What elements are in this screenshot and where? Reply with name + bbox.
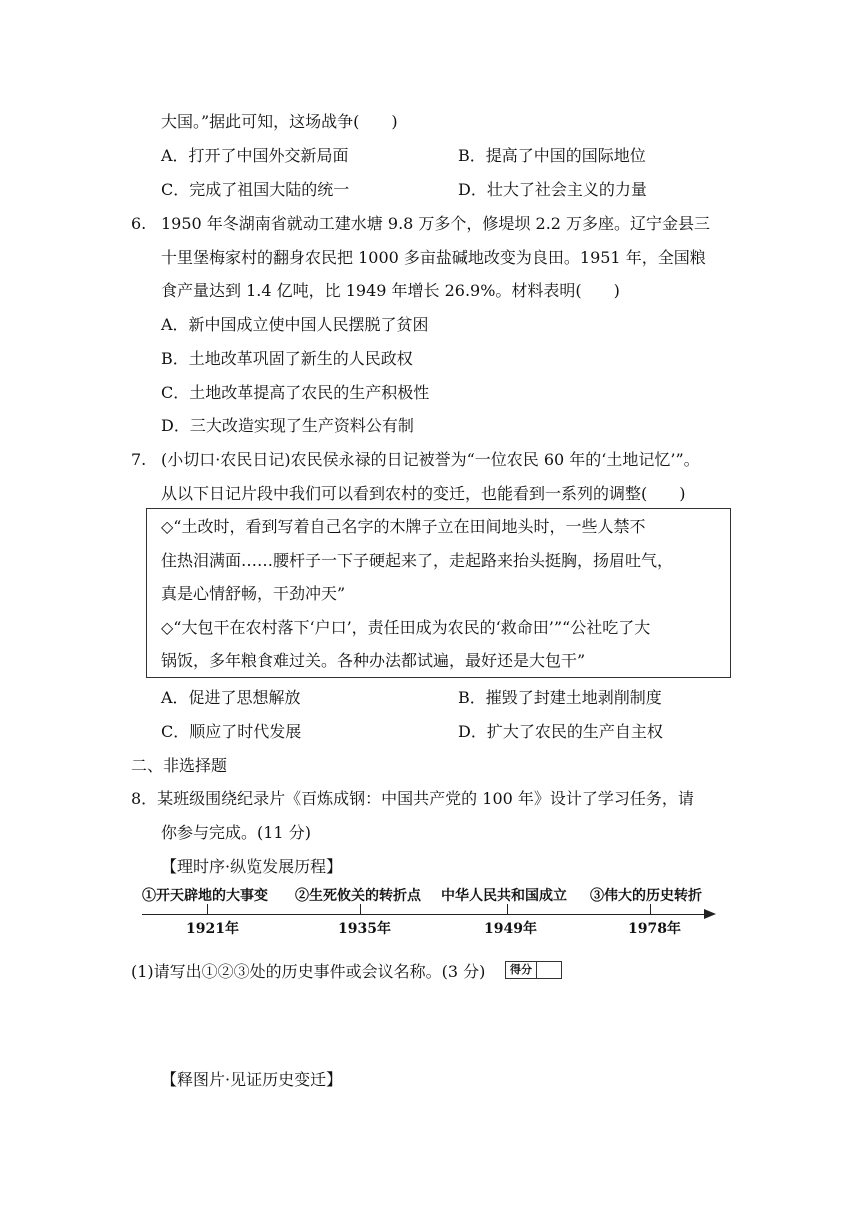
score-label: 得分 <box>506 962 537 978</box>
timeline-event-label: ③伟大的历史转折 <box>590 888 702 904</box>
timeline-year: 1921年 <box>186 921 239 937</box>
q8-sub-question-1: (1)请写出①②③处的历史事件或会议名称。(3 分) <box>131 962 486 981</box>
q7-box-line-4: ◇“大包干在农村落下‘户口’，责任田成为农民的‘救命田’”“公社吃了大 <box>161 618 651 637</box>
timeline-year: 1978年 <box>628 921 681 937</box>
q7-box-line-5: 锅饭，多年粮食难过关。各种办法都试遍，最好还是大包干” <box>161 651 586 670</box>
history-timeline <box>142 888 722 940</box>
q7-box-line-3: 真是心情舒畅，干劲冲天” <box>161 584 346 603</box>
q8-stem-line-2: 你参与完成。(11 分) <box>161 823 311 842</box>
q7-box-line-2: 住热泪满面……腰杆子一下子硬起来了，走起路来抬头挺胸，扬眉吐气， <box>161 551 674 570</box>
timeline-axis <box>142 914 708 915</box>
q7-stem-line-2: 从以下日记片段中我们可以看到农村的变迁，也能看到一系列的调整( ) <box>161 484 686 503</box>
q7-option-d: D．扩大了农民的生产自主权 <box>458 722 663 741</box>
q6-number: 6. <box>131 214 147 233</box>
q6-stem-line-2: 十里堡梅家村的翻身农民把 1000 多亩盐碱地改变为良田。1951 年，全国粮 <box>161 248 706 267</box>
timeline-tick <box>360 904 361 914</box>
q7-stem-line-1: (小切口·农民日记)农民侯永禄的日记被誉为“一位农民 60 年的‘土地记忆’”。 <box>161 450 700 469</box>
q6-stem-line-3: 食产量达到 1.4 亿吨，比 1949 年增长 26.9%。材料表明( ) <box>161 281 620 300</box>
q6-option-c: C．土地改革提高了农民的生产积极性 <box>161 383 430 402</box>
q8-stem-line-1: 8．某班级围绕纪录片《百炼成钢：中国共产党的 100 年》设计了学习任务，请 <box>131 789 694 808</box>
q7-option-b: B．摧毁了封建土地剥削制度 <box>458 688 662 707</box>
q8-task2-heading: 【释图片·见证历史变迁】 <box>161 1070 343 1089</box>
q5-option-d: D．壮大了社会主义的力量 <box>458 180 647 199</box>
timeline-year: 1935年 <box>338 921 391 937</box>
timeline-tick <box>207 904 208 914</box>
q6-option-d: D．三大改造实现了生产资料公有制 <box>161 416 414 435</box>
q5-stem-tail: 大国。”据此可知，这场战争( ) <box>161 112 398 131</box>
timeline-year: 1949年 <box>484 921 537 937</box>
timeline-event-label: 中华人民共和国成立 <box>441 888 567 904</box>
q5-option-b: B．提高了中国的国际地位 <box>458 146 646 165</box>
section-title: 二、非选择题 <box>131 756 228 775</box>
q5-option-a: A．打开了中国外交新局面 <box>161 146 349 165</box>
q8-task1-heading: 【理时序·纵览发展历程】 <box>161 857 343 876</box>
q6-option-a: A．新中国成立使中国人民摆脱了贫困 <box>161 315 429 334</box>
q7-diary-box <box>146 508 731 678</box>
timeline-event-label: ①开天辟地的大事变 <box>142 888 268 904</box>
q7-option-a: A．促进了思想解放 <box>161 688 301 707</box>
q6-option-b: B．土地改革巩固了新生的人民政权 <box>161 349 413 368</box>
timeline-arrow <box>704 909 716 919</box>
q5-option-c: C．完成了祖国大陆的统一 <box>161 180 350 199</box>
timeline-event-label: ②生死攸关的转折点 <box>295 888 421 904</box>
score-box[interactable] <box>505 961 562 979</box>
timeline-tick <box>650 904 651 914</box>
q7-option-c: C．顺应了时代发展 <box>161 722 302 741</box>
q7-number: 7. <box>131 450 147 469</box>
q6-stem-line-1: 1950 年冬湖南省就动工建水塘 9.8 万多个，修堤坝 2.2 万多座。辽宁金县三 <box>161 214 711 233</box>
q7-box-line-1: ◇“土改时，看到写着自己名字的木牌子立在田间地头时，一些人禁不 <box>161 517 646 536</box>
timeline-tick <box>507 904 508 914</box>
